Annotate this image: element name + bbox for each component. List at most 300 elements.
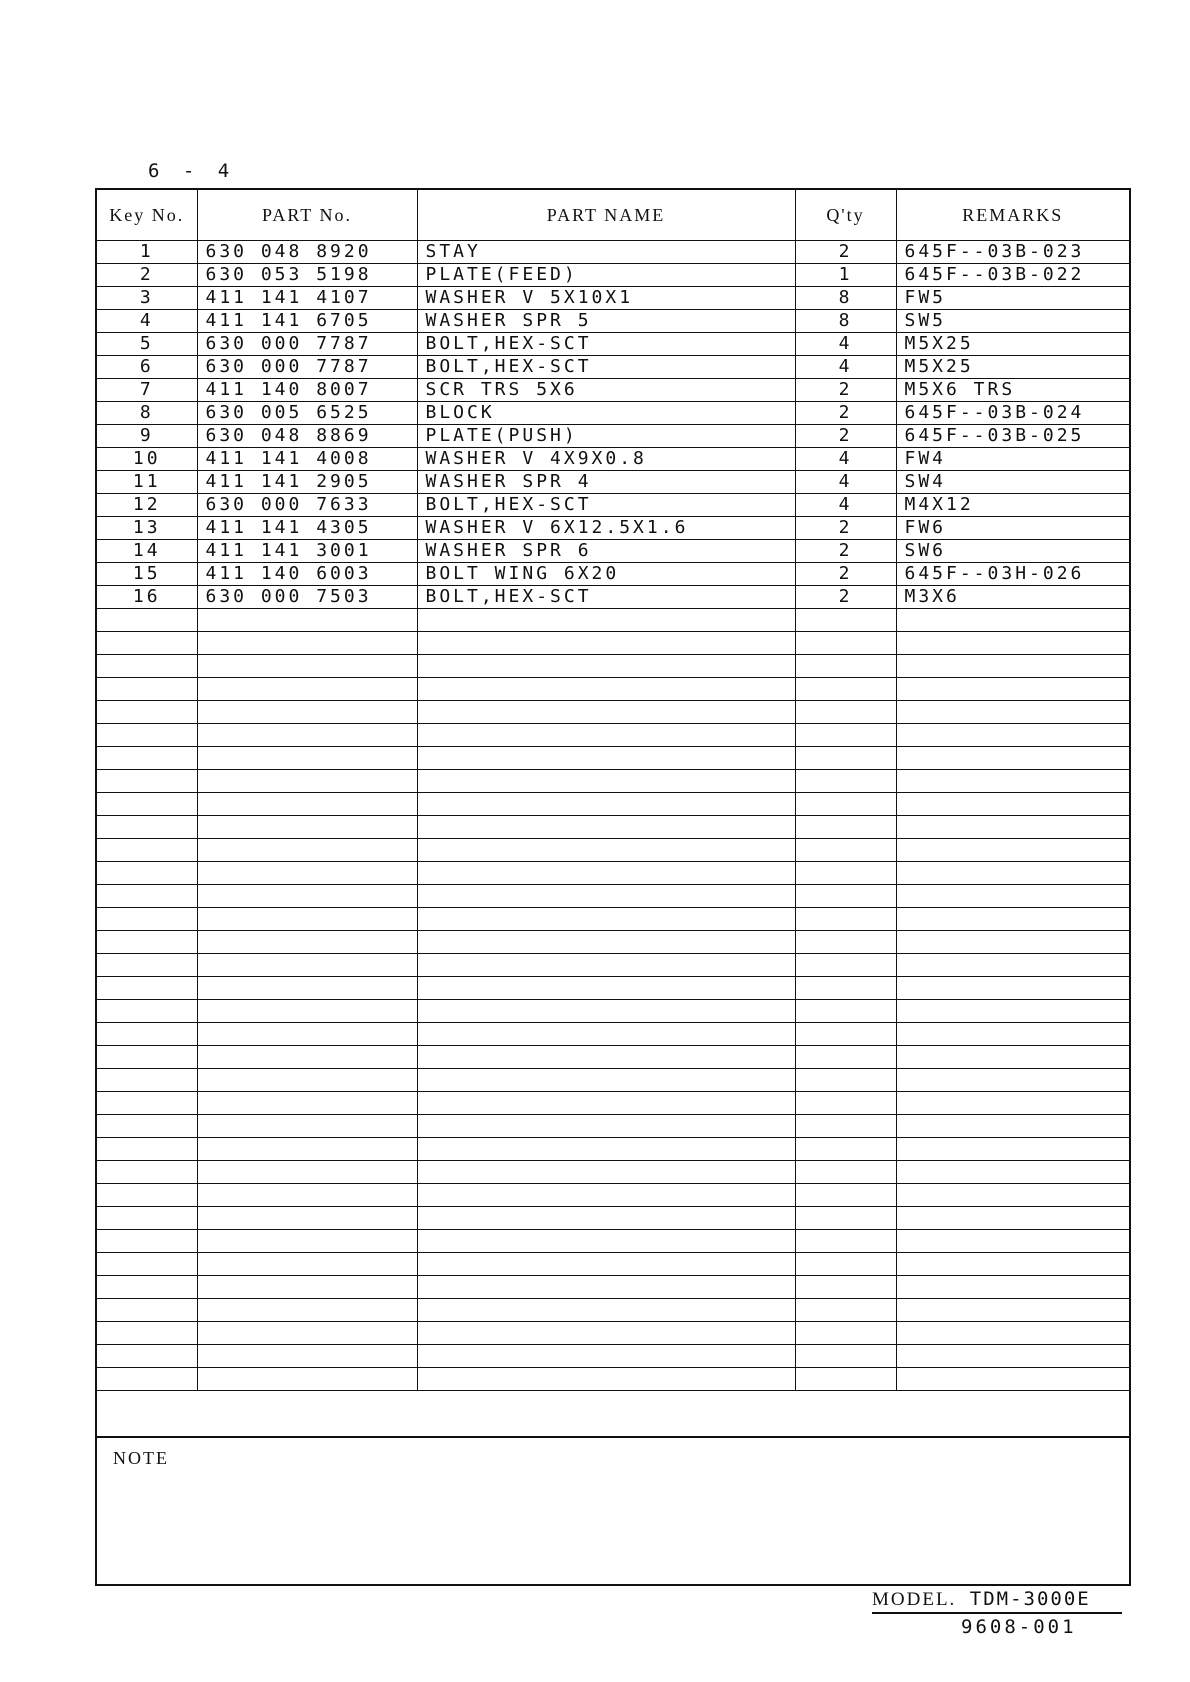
section-number: 6 - 4 — [148, 160, 236, 182]
empty-part-name-cell — [417, 609, 795, 632]
empty-part-name-cell — [417, 793, 795, 816]
empty-remarks-cell — [896, 1207, 1129, 1230]
empty-part-name-cell — [417, 1368, 795, 1391]
key-no-cell: 10 — [97, 448, 197, 471]
empty-remarks-cell — [896, 885, 1129, 908]
qty-cell: 2 — [795, 379, 896, 402]
part-no-cell: 630 000 7633 — [197, 494, 417, 517]
empty-remarks-cell — [896, 1092, 1129, 1115]
empty-key-no-cell — [97, 655, 197, 678]
empty-remarks-cell — [896, 655, 1129, 678]
table-row — [97, 517, 1129, 540]
empty-table-row — [97, 1161, 1129, 1184]
empty-remarks-cell — [896, 609, 1129, 632]
empty-part-name-cell — [417, 701, 795, 724]
empty-qty-cell — [795, 885, 896, 908]
empty-part-no-cell — [197, 1230, 417, 1253]
table-row — [97, 241, 1129, 264]
empty-table-row — [97, 931, 1129, 954]
qty-cell: 2 — [795, 517, 896, 540]
qty-cell: 2 — [795, 540, 896, 563]
empty-part-no-cell — [197, 1023, 417, 1046]
part-no-cell: 411 141 6705 — [197, 310, 417, 333]
empty-table-row — [97, 839, 1129, 862]
empty-qty-cell — [795, 1161, 896, 1184]
empty-key-no-cell — [97, 839, 197, 862]
key-no-cell: 7 — [97, 379, 197, 402]
key-no-cell: 1 — [97, 241, 197, 264]
empty-qty-cell — [795, 770, 896, 793]
empty-part-no-cell — [197, 1253, 417, 1276]
empty-remarks-cell — [896, 1230, 1129, 1253]
empty-key-no-cell — [97, 1230, 197, 1253]
part-no-cell: 630 000 7787 — [197, 333, 417, 356]
empty-part-name-cell — [417, 678, 795, 701]
empty-key-no-cell — [97, 977, 197, 1000]
remarks-cell: 645F--03B-023 — [896, 241, 1129, 264]
part-no-cell: 630 000 7787 — [197, 356, 417, 379]
empty-part-name-cell — [417, 931, 795, 954]
empty-key-no-cell — [97, 1368, 197, 1391]
empty-part-no-cell — [197, 678, 417, 701]
empty-remarks-cell — [896, 1253, 1129, 1276]
empty-key-no-cell — [97, 1322, 197, 1345]
empty-part-name-cell — [417, 885, 795, 908]
empty-qty-cell — [795, 931, 896, 954]
empty-remarks-cell — [896, 747, 1129, 770]
part-no-cell: 411 141 4107 — [197, 287, 417, 310]
empty-part-name-cell — [417, 1253, 795, 1276]
key-no-cell: 9 — [97, 425, 197, 448]
empty-qty-cell — [795, 678, 896, 701]
empty-table-row — [97, 747, 1129, 770]
empty-key-no-cell — [97, 1069, 197, 1092]
empty-qty-cell — [795, 1299, 896, 1322]
empty-remarks-cell — [896, 1138, 1129, 1161]
key-no-cell: 12 — [97, 494, 197, 517]
empty-remarks-cell — [896, 1345, 1129, 1368]
empty-part-name-cell — [417, 1322, 795, 1345]
empty-part-no-cell — [197, 885, 417, 908]
key-no-cell: 6 — [97, 356, 197, 379]
empty-part-no-cell — [197, 1368, 417, 1391]
note-area — [97, 1436, 1129, 1586]
qty-cell: 2 — [795, 241, 896, 264]
empty-qty-cell — [795, 816, 896, 839]
empty-part-no-cell — [197, 816, 417, 839]
empty-remarks-cell — [896, 977, 1129, 1000]
empty-table-row — [97, 977, 1129, 1000]
remarks-cell: 645F--03H-026 — [896, 563, 1129, 586]
part-no-cell: 630 048 8920 — [197, 241, 417, 264]
qty-cell: 4 — [795, 333, 896, 356]
empty-part-name-cell — [417, 862, 795, 885]
header-part-no: PART No. — [197, 190, 417, 241]
table-row — [97, 540, 1129, 563]
empty-table-row — [97, 1046, 1129, 1069]
remarks-cell: M5X25 — [896, 333, 1129, 356]
empty-qty-cell — [795, 1023, 896, 1046]
empty-part-name-cell — [417, 1207, 795, 1230]
part-no-cell: 630 048 8869 — [197, 425, 417, 448]
empty-part-name-cell — [417, 747, 795, 770]
empty-remarks-cell — [896, 724, 1129, 747]
empty-remarks-cell — [896, 770, 1129, 793]
empty-qty-cell — [795, 908, 896, 931]
part-name-cell: BOLT,HEX-SCT — [417, 586, 795, 609]
empty-qty-cell — [795, 1322, 896, 1345]
empty-part-no-cell — [197, 747, 417, 770]
empty-key-no-cell — [97, 678, 197, 701]
model-label: MODEL. — [872, 1589, 957, 1610]
key-no-cell: 15 — [97, 563, 197, 586]
empty-qty-cell — [795, 655, 896, 678]
table-row — [97, 310, 1129, 333]
empty-part-name-cell — [417, 1276, 795, 1299]
empty-part-name-cell — [417, 1161, 795, 1184]
part-name-cell: WASHER SPR 6 — [417, 540, 795, 563]
empty-part-no-cell — [197, 1046, 417, 1069]
empty-part-name-cell — [417, 1000, 795, 1023]
key-no-cell: 13 — [97, 517, 197, 540]
empty-key-no-cell — [97, 862, 197, 885]
empty-key-no-cell — [97, 816, 197, 839]
empty-qty-cell — [795, 793, 896, 816]
empty-key-no-cell — [97, 793, 197, 816]
key-no-cell: 4 — [97, 310, 197, 333]
empty-qty-cell — [795, 724, 896, 747]
empty-remarks-cell — [896, 678, 1129, 701]
empty-table-row — [97, 678, 1129, 701]
empty-table-row — [97, 862, 1129, 885]
empty-table-row — [97, 655, 1129, 678]
empty-remarks-cell — [896, 862, 1129, 885]
empty-table-row — [97, 609, 1129, 632]
remarks-cell: FW4 — [896, 448, 1129, 471]
empty-key-no-cell — [97, 1207, 197, 1230]
empty-key-no-cell — [97, 954, 197, 977]
empty-remarks-cell — [896, 632, 1129, 655]
empty-table-row — [97, 908, 1129, 931]
table-row — [97, 563, 1129, 586]
part-name-cell: WASHER V 5X10X1 — [417, 287, 795, 310]
part-no-cell: 411 141 4305 — [197, 517, 417, 540]
remarks-cell: SW5 — [896, 310, 1129, 333]
part-name-cell: BOLT,HEX-SCT — [417, 333, 795, 356]
part-no-cell: 411 140 6003 — [197, 563, 417, 586]
qty-cell: 1 — [795, 264, 896, 287]
empty-part-no-cell — [197, 1299, 417, 1322]
empty-part-name-cell — [417, 1069, 795, 1092]
key-no-cell: 14 — [97, 540, 197, 563]
empty-qty-cell — [795, 747, 896, 770]
part-name-cell: WASHER SPR 5 — [417, 310, 795, 333]
remarks-cell: SW6 — [896, 540, 1129, 563]
empty-qty-cell — [795, 1092, 896, 1115]
qty-cell: 2 — [795, 425, 896, 448]
table-row — [97, 494, 1129, 517]
empty-key-no-cell — [97, 1000, 197, 1023]
part-no-cell: 630 005 6525 — [197, 402, 417, 425]
part-name-cell: WASHER SPR 4 — [417, 471, 795, 494]
empty-table-row — [97, 1322, 1129, 1345]
table-row — [97, 264, 1129, 287]
empty-table-row — [97, 1000, 1129, 1023]
empty-qty-cell — [795, 954, 896, 977]
empty-part-no-cell — [197, 1138, 417, 1161]
document-number: 9608-001 — [961, 1616, 1077, 1638]
empty-qty-cell — [795, 1368, 896, 1391]
key-no-cell: 2 — [97, 264, 197, 287]
empty-remarks-cell — [896, 1023, 1129, 1046]
empty-qty-cell — [795, 1184, 896, 1207]
remarks-cell: M3X6 — [896, 586, 1129, 609]
empty-key-no-cell — [97, 908, 197, 931]
empty-part-name-cell — [417, 954, 795, 977]
empty-key-no-cell — [97, 1115, 197, 1138]
empty-table-row — [97, 1276, 1129, 1299]
empty-qty-cell — [795, 1207, 896, 1230]
header-remarks: REMARKS — [896, 190, 1129, 241]
remarks-cell: 645F--03B-024 — [896, 402, 1129, 425]
remarks-cell: M5X6 TRS — [896, 379, 1129, 402]
empty-qty-cell — [795, 839, 896, 862]
empty-part-name-cell — [417, 655, 795, 678]
empty-remarks-cell — [896, 954, 1129, 977]
remarks-cell: M5X25 — [896, 356, 1129, 379]
empty-remarks-cell — [896, 908, 1129, 931]
empty-qty-cell — [795, 1000, 896, 1023]
model-line — [872, 1588, 1122, 1614]
empty-part-name-cell — [417, 1345, 795, 1368]
empty-key-no-cell — [97, 1161, 197, 1184]
empty-part-name-cell — [417, 1230, 795, 1253]
empty-remarks-cell — [896, 1368, 1129, 1391]
qty-cell: 4 — [795, 448, 896, 471]
empty-part-no-cell — [197, 862, 417, 885]
empty-qty-cell — [795, 1069, 896, 1092]
empty-part-name-cell — [417, 816, 795, 839]
empty-key-no-cell — [97, 724, 197, 747]
header-key-no: Key No. — [97, 190, 197, 241]
empty-remarks-cell — [896, 1184, 1129, 1207]
empty-key-no-cell — [97, 1138, 197, 1161]
qty-cell: 2 — [795, 402, 896, 425]
table-row — [97, 586, 1129, 609]
empty-key-no-cell — [97, 1092, 197, 1115]
empty-part-no-cell — [197, 1115, 417, 1138]
empty-remarks-cell — [896, 1046, 1129, 1069]
table-row — [97, 379, 1129, 402]
part-no-cell: 411 140 8007 — [197, 379, 417, 402]
empty-table-row — [97, 701, 1129, 724]
empty-key-no-cell — [97, 747, 197, 770]
empty-remarks-cell — [896, 701, 1129, 724]
empty-qty-cell — [795, 1276, 896, 1299]
empty-part-name-cell — [417, 1299, 795, 1322]
empty-part-name-cell — [417, 632, 795, 655]
remarks-cell: FW5 — [896, 287, 1129, 310]
empty-remarks-cell — [896, 1161, 1129, 1184]
header-qty: Q'ty — [795, 190, 896, 241]
qty-cell: 4 — [795, 494, 896, 517]
empty-key-no-cell — [97, 701, 197, 724]
remarks-cell: SW4 — [896, 471, 1129, 494]
part-name-cell: PLATE(PUSH) — [417, 425, 795, 448]
empty-remarks-cell — [896, 1299, 1129, 1322]
empty-part-no-cell — [197, 793, 417, 816]
empty-qty-cell — [795, 1138, 896, 1161]
part-name-cell: BOLT,HEX-SCT — [417, 494, 795, 517]
empty-part-no-cell — [197, 1069, 417, 1092]
model-value: TDM-3000E — [969, 1588, 1091, 1610]
empty-part-name-cell — [417, 839, 795, 862]
key-no-cell: 3 — [97, 287, 197, 310]
empty-part-no-cell — [197, 701, 417, 724]
empty-part-no-cell — [197, 931, 417, 954]
empty-key-no-cell — [97, 1253, 197, 1276]
empty-key-no-cell — [97, 885, 197, 908]
empty-key-no-cell — [97, 632, 197, 655]
qty-cell: 8 — [795, 310, 896, 333]
empty-part-no-cell — [197, 1161, 417, 1184]
table-header-row — [97, 190, 1129, 241]
part-name-cell: STAY — [417, 241, 795, 264]
empty-part-name-cell — [417, 1184, 795, 1207]
table-row — [97, 402, 1129, 425]
empty-part-no-cell — [197, 1322, 417, 1345]
qty-cell: 2 — [795, 563, 896, 586]
parts-table-body — [97, 241, 1129, 1391]
remarks-cell: FW6 — [896, 517, 1129, 540]
empty-part-name-cell — [417, 1115, 795, 1138]
empty-part-no-cell — [197, 1184, 417, 1207]
remarks-cell: M4X12 — [896, 494, 1129, 517]
part-no-cell: 630 000 7503 — [197, 586, 417, 609]
empty-part-no-cell — [197, 1207, 417, 1230]
empty-remarks-cell — [896, 816, 1129, 839]
empty-qty-cell — [795, 977, 896, 1000]
empty-table-row — [97, 770, 1129, 793]
remarks-cell: 645F--03B-025 — [896, 425, 1129, 448]
header-part-name: PART NAME — [417, 190, 795, 241]
empty-table-row — [97, 954, 1129, 977]
key-no-cell: 8 — [97, 402, 197, 425]
empty-table-row — [97, 1345, 1129, 1368]
part-no-cell: 630 053 5198 — [197, 264, 417, 287]
empty-table-row — [97, 1023, 1129, 1046]
empty-part-no-cell — [197, 1345, 417, 1368]
empty-qty-cell — [795, 1253, 896, 1276]
empty-key-no-cell — [97, 1276, 197, 1299]
qty-cell: 2 — [795, 586, 896, 609]
empty-remarks-cell — [896, 931, 1129, 954]
empty-part-no-cell — [197, 655, 417, 678]
document-footer — [872, 1588, 1122, 1638]
key-no-cell: 5 — [97, 333, 197, 356]
empty-table-row — [97, 816, 1129, 839]
empty-table-row — [97, 1253, 1129, 1276]
empty-part-no-cell — [197, 632, 417, 655]
empty-table-row — [97, 1092, 1129, 1115]
empty-part-name-cell — [417, 1023, 795, 1046]
table-row — [97, 448, 1129, 471]
part-name-cell: WASHER V 4X9X0.8 — [417, 448, 795, 471]
empty-table-row — [97, 1299, 1129, 1322]
empty-table-row — [97, 1184, 1129, 1207]
empty-part-no-cell — [197, 908, 417, 931]
empty-part-name-cell — [417, 977, 795, 1000]
empty-remarks-cell — [896, 793, 1129, 816]
empty-part-no-cell — [197, 1000, 417, 1023]
empty-table-row — [97, 885, 1129, 908]
empty-key-no-cell — [97, 1023, 197, 1046]
empty-part-name-cell — [417, 1046, 795, 1069]
empty-qty-cell — [795, 862, 896, 885]
empty-part-no-cell — [197, 1276, 417, 1299]
empty-remarks-cell — [896, 1115, 1129, 1138]
part-name-cell: WASHER V 6X12.5X1.6 — [417, 517, 795, 540]
empty-remarks-cell — [896, 1000, 1129, 1023]
part-name-cell: BOLT,HEX-SCT — [417, 356, 795, 379]
part-no-cell: 411 141 4008 — [197, 448, 417, 471]
empty-part-no-cell — [197, 724, 417, 747]
part-name-cell: PLATE(FEED) — [417, 264, 795, 287]
empty-table-row — [97, 724, 1129, 747]
table-row — [97, 333, 1129, 356]
table-row — [97, 287, 1129, 310]
empty-qty-cell — [795, 1115, 896, 1138]
empty-qty-cell — [795, 1345, 896, 1368]
empty-part-name-cell — [417, 724, 795, 747]
key-no-cell: 11 — [97, 471, 197, 494]
empty-qty-cell — [795, 1046, 896, 1069]
qty-cell: 8 — [795, 287, 896, 310]
empty-qty-cell — [795, 701, 896, 724]
remarks-cell: 645F--03B-022 — [896, 264, 1129, 287]
parts-list-sheet — [95, 188, 1131, 1586]
empty-part-no-cell — [197, 1092, 417, 1115]
part-name-cell: SCR TRS 5X6 — [417, 379, 795, 402]
empty-qty-cell — [795, 609, 896, 632]
empty-remarks-cell — [896, 839, 1129, 862]
empty-table-row — [97, 1115, 1129, 1138]
empty-key-no-cell — [97, 1345, 197, 1368]
empty-key-no-cell — [97, 1046, 197, 1069]
table-row — [97, 471, 1129, 494]
empty-part-no-cell — [197, 770, 417, 793]
empty-key-no-cell — [97, 1299, 197, 1322]
empty-table-row — [97, 1368, 1129, 1391]
empty-key-no-cell — [97, 609, 197, 632]
part-no-cell: 411 141 2905 — [197, 471, 417, 494]
empty-part-name-cell — [417, 1138, 795, 1161]
empty-table-row — [97, 1230, 1129, 1253]
qty-cell: 4 — [795, 356, 896, 379]
note-label: NOTE — [113, 1448, 169, 1468]
empty-part-no-cell — [197, 977, 417, 1000]
empty-part-name-cell — [417, 1092, 795, 1115]
empty-part-name-cell — [417, 908, 795, 931]
empty-table-row — [97, 793, 1129, 816]
empty-qty-cell — [795, 632, 896, 655]
empty-key-no-cell — [97, 1184, 197, 1207]
qty-cell: 4 — [795, 471, 896, 494]
empty-key-no-cell — [97, 931, 197, 954]
part-name-cell: BOLT WING 6X20 — [417, 563, 795, 586]
empty-part-name-cell — [417, 770, 795, 793]
table-row — [97, 356, 1129, 379]
